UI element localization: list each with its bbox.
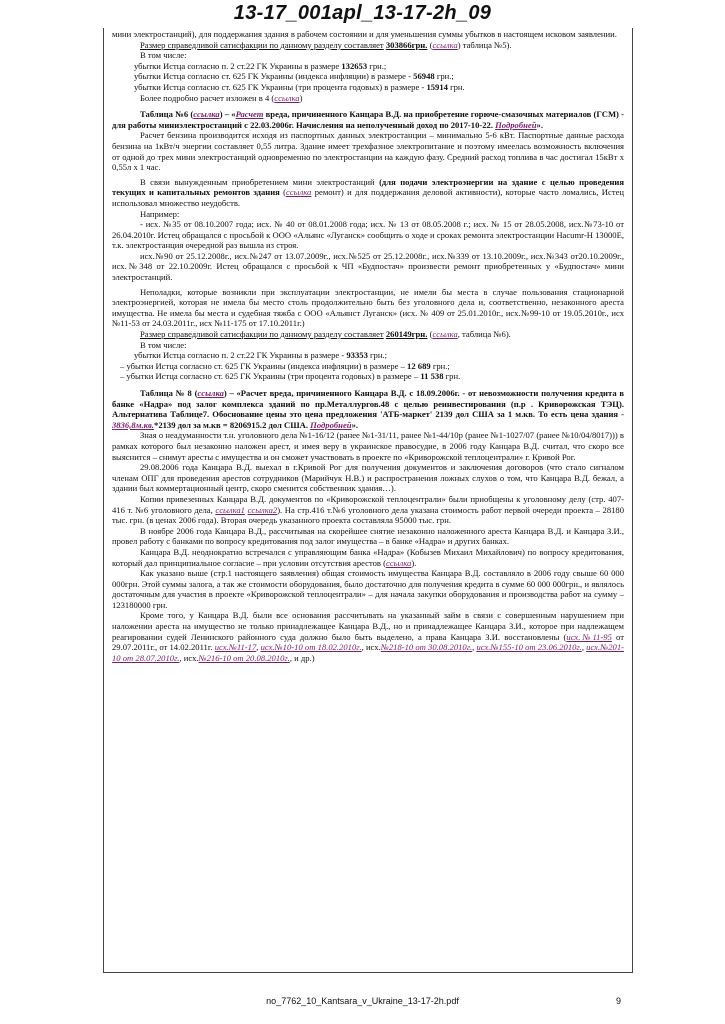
link[interactable]: ссылка	[386, 557, 412, 568]
link[interactable]: Расчет	[235, 109, 264, 120]
including-label: В том числе:	[140, 50, 187, 61]
list-item: – убытки Истца согласно ст. 625 ГК Украины (три процента годовых) в размере – 11 538 грн.	[120, 371, 461, 382]
paragraph: Неполадки, которые возникли при эксплуатации электростанции, не имели бы места в случае пользования стационарной электроэнергией, которая не имела бы место столь продолжительно быть без уголовного дела и, соответственно, незаконного ареста имущества. Не имела бы места и судебная тяжба с ООО «Альянст Луганск» (исх. № 409 от 25.01.2010г., исх.№99-10 от 19.05.2010г., исх №11-53 от 24.03.2011г., исх №11-175 от 17.10.2011г.)	[112, 286, 624, 329]
link[interactable]: исх.№201-10 от 28.07.2010г.	[112, 642, 625, 663]
table6-heading: Таблица №6 (ссылка) – «Расчет вреда, причиненного Канцара В.Д. на приобретение горюче-смазочных материалов (ГСМ) - для работы миниэлектростанций с 22.03.2006г. Начисления на неполученный доход по 2017-10-22. Подробней».	[112, 109, 624, 130]
size-value: 260149грн.	[385, 329, 428, 340]
link[interactable]: исх.№11-95	[566, 631, 612, 642]
list-item: убытки Истца согласно п. 2 ст.22 ГК Украины в размере 132653 грн.;	[134, 60, 387, 71]
paragraph: Кроме того, у Канцара В.Д. были все основания рассчитывать на указанный займ в связи с совершенным нарушением при наложении ареста на имущество не только принадлежащее Канцара В.Д., но и принадлежащее Канцара З.И., которое при надлежащем реагировании судей Ленинского районного суда должно было быть выделено, а права Канцара З.И. восстановлены (исх.№11-95 от 29.07.2011г., от 14.02.2011г. исх.№11-17, исх.№10-10 от 18.02.2010г., исх.№218-10 от 30.08.2010г., исх.№155-10 от 23.06.2010г., исх.№201-10 от 28.07.2010г., исх.№216-10 от 20.08.2010г., и др.)	[112, 610, 625, 663]
list-item: убытки Истца согласно ст. 625 ГК Украины (три процента годовых) в размере - 15914 грн.	[134, 81, 465, 92]
paragraph: Канцара В.Д. неоднократно встречался с управляющим банка «Надра» (Кобызев Михаил Михайлович) по вопросу кредитования, который дал принципиальное согласие – при условии отсутствия арестов (ссылка).	[112, 546, 624, 568]
link[interactable]: исх.№11-17	[214, 642, 257, 653]
document-header: 13-17_001apl_13-17-2h_09	[233, 2, 492, 24]
page-number: 9	[616, 996, 622, 1006]
paragraph: Как указано выше (стр.1 настоящего заявления) общая стоимость имущества Канцара В.Д. составляло в 2006 году свыше 60 000 000грн. Этой суммы залога, а так же стоимости оборудования, было достаточно для получения кредита в сумме 60 000 000грн., и являлось достаточным для участия в проекте «Криворожской теплоцентрали» – для начала закупки оборудования и производства работ на сумму – 123180000 грн.	[112, 568, 624, 610]
including-label: В том числе:	[140, 339, 187, 350]
link[interactable]: ссылка	[274, 92, 300, 103]
link[interactable]: ссылка1	[215, 504, 245, 515]
paragraph: Зная о неадуманности т.н. уголовного дела №1-16/12 (ранее №1-31/11, ранее №1-44/10р (ранее №1-1027/07 (ранее №10/04/8017))) в рамках которого был незаконно наложен арест, и имея веру в украинское правосудие, в 2006 году Канцара В.Д. считал, что скоро все выяснится – снимут аресты с имущества и он сможет участвовать в проекте по «Криворожской теплоцентрали» г. Кривой Рог.	[112, 430, 624, 462]
paragraph: - исх. №35 от 08.10.2007 года; исх. № 40 от 08.01.2008 года; исх. № 13 от 08.05.2008 г.; исх. № 15 от 28.05.2008, исх.№73-10 от 26.04.2010г. Истец обращался с просьбой к ООО «Альянс «Луганск» сообщить о ходе и сроках ремонта электростанции Hacumr-H 13000E, т.к. электростанция очередной раз вышла из строя.	[112, 219, 624, 251]
size-line-6: Размер справедливой сатисфакции по данному разделу составляет 260149грн. (ссылка, таблица №6).	[140, 329, 511, 340]
link[interactable]: ссылка	[193, 109, 220, 120]
link[interactable]: исх.№155-10 от 23.06.2010г.	[476, 642, 582, 653]
link[interactable]: исх.№10-10 от 18.02.2010г.	[260, 642, 362, 653]
paragraph: В ноябре 2006 года Канцара В.Д., рассчитывая на скорейшее снятие незаконно наложенного ареста Канцара В.Д. и Канцара З.И., провел работу с банками по вопросу кредитования под залог имущества – в банке «Надра» и других банках.	[112, 525, 624, 547]
list-item: убытки Истца согласно ст. 625 ГК Украины (индекса инфляции) в размере - 56948 грн.;	[134, 71, 454, 82]
link[interactable]: №216-10 от 20.08.2010г.	[198, 652, 290, 663]
table8-heading: Таблица № 8 (ссылка) – «Расчет вреда, причиненного Канцара В.Д. с 18.09.2006г. - от невозможности получения кредита в банке «Надра» под залог комплекса зданий по пр.Металлургов.48 с целью реинвестирования (п.р . Криворожская ТЭЦ). Альтернатива Таблице7. Обоснование цены это цена предложения 'АТБ-маркет' 2139 дол США за 1 м.кв. То есть цена здания - 3836,8м.кв.*2139 дол за м.кв = 8206915.2 дол США. Подробней».	[112, 388, 624, 430]
link[interactable]: ссылка	[197, 388, 224, 398]
document-body	[112, 29, 624, 663]
size-value: 303866грн.	[385, 39, 428, 50]
link[interactable]: ссылка	[432, 329, 458, 340]
list-item: убытки Истца согласно п. 2 ст.22 ГК Украины в размере - 93353 грн.;	[134, 350, 387, 361]
paragraph-continuation: мини электростанций), для поддержания здания в рабочем состоянии и для уменьшения суммы убытков в настоящем исковом заявлении.	[112, 29, 617, 39]
more-details: Более подробно расчет изложен в 4 (ссылка)	[140, 92, 303, 103]
footer-filename: no_7762_10_Kantsara_v_Ukraine_13-17-2h.pdf	[266, 996, 459, 1006]
link[interactable]: ссылка	[432, 39, 458, 50]
link[interactable]: Подробней	[310, 419, 352, 430]
paragraph: В связи вынужденным приобретением мини электростанций (для подачи электроэнергии на здание с целью проведения текущих и капитальных ремонтов здания (ссылка ремонт) и для поддержания деловой активности), которые часто ломались, Истец использовал множество неудобств.	[112, 176, 624, 208]
paragraph: Копии привезенных Канцара В.Д. документов по «Криворожской теплоцентрали» были приобщены к уголовному делу (стр. 407-416 т. №6 уголовного дела, ссылка1 ссылка2). На стр.416 т.№6 уголовного дела указана стоимость работ первой очереди проекта – 28180 тыс. грн. (в ценах 2006 года). Вторая очередь указанного проекта составляла 95000 тыс. грн.	[112, 493, 625, 526]
link[interactable]: ссылка	[286, 187, 312, 198]
link[interactable]: 3836,8м.кв.	[112, 419, 155, 430]
link[interactable]: ссылка2	[247, 504, 278, 515]
link[interactable]: Подробней	[495, 119, 537, 130]
list-item: – убытки Истца согласно ст. 625 ГК Украины (индекса инфляции) в размере – 12 689 грн.;	[120, 360, 450, 371]
paragraph: Расчет бензина производится исходя из паспортных данных электростанции – минимально 5-6 кВт. Паспортные данные расхода бензина на 1кВт/ч энергии составляет 0,55 литра. Здание имеет трехфазное электропитание и поэтому имеелась возможность включения от одной до трех мини электростанций одновременно по электростанции на каждую фазу. Средний расход топлива в час достигал 15кВт х 0,55л х 1 час.	[112, 130, 624, 173]
paragraph: 29.08.2006 года Канцара В.Д. выехал в г.Кривой Рог для получения документов и заключения договоров (что стало сигналом членам ОПГ для проведения арестов сотрудников (Марийчук Н.В.) и распространения ложных слухов о том, что Канцара В.Д. бежал, а здании был коммертационный центр, скоро сменится собственник здания…).	[112, 462, 624, 494]
paragraph: исх.№90 от 25.12.2008г., исх.№247 от 13.07.2009г., исх.№525 от 25.12.2008г., исх.№339 от 13.10.2009г., исх.№343 от20.10.2009г., исх.№348 от 22.10.2009г. Истец обращался с просьбой к ЧП «Будпостач» произвести ремонт приобретенных у «Будпостач» мини электростанций.	[112, 250, 624, 283]
size-line-5: Размер справедливой сатисфакции по данному разделу составляет 303866грн. (ссылка) таблица №5).	[140, 39, 512, 50]
for-example-label: Например:	[140, 208, 180, 219]
link[interactable]: №218-10 от 30.08.2010г.	[380, 642, 473, 653]
